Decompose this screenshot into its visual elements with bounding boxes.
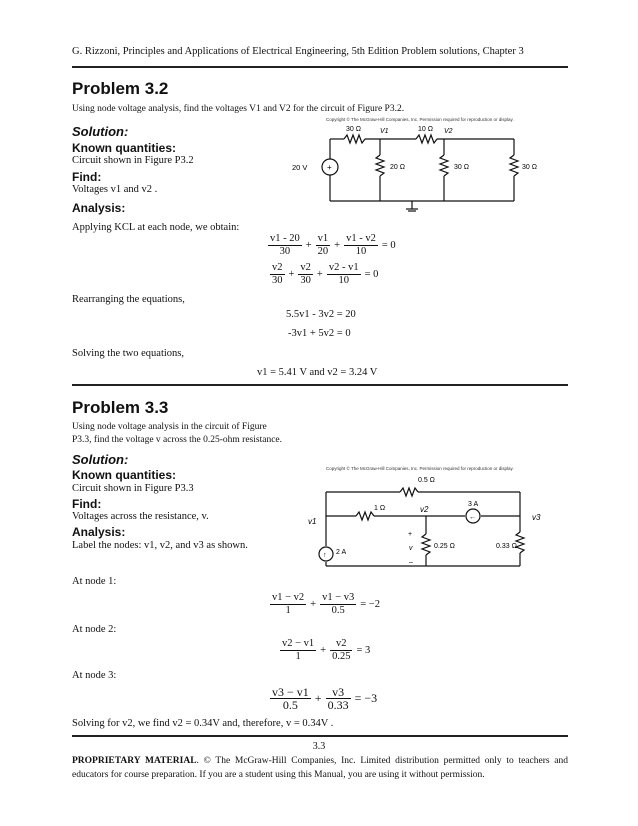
- node-2-equation: $\frac{v2 - v1}{1}$ + $\frac{v2}{0.25}$ = 3: [282, 638, 371, 662]
- section-rule: [72, 384, 568, 386]
- known-quantities-text: Circuit shown in Figure P3.3: [72, 483, 194, 494]
- svg-text:30 Ω: 30 Ω: [346, 126, 361, 133]
- kcl-text: Applying KCL at each node, we obtain:: [72, 222, 240, 233]
- known-quantities-heading: Known quantities:: [72, 141, 176, 155]
- svg-text:+: +: [327, 163, 332, 172]
- svg-text:30 Ω: 30 Ω: [454, 164, 469, 171]
- svg-text:0.25 Ω: 0.25 Ω: [434, 543, 455, 550]
- footer-rule: [72, 735, 568, 737]
- node-1-equation: $\frac{v1 - v2}{1}$ + $\frac{v1 - v3}{0.5}$ = −2: [272, 592, 380, 616]
- svg-text:30 Ω: 30 Ω: [522, 164, 537, 171]
- figure-p3-2: [282, 113, 572, 213]
- svg-text:v: v: [409, 545, 413, 552]
- find-text: Voltages v1 and v2 .: [72, 184, 158, 195]
- page-number: 3.3: [312, 741, 326, 752]
- svg-text:0.33 Ω: 0.33 Ω: [496, 543, 517, 550]
- find-heading: Find:: [72, 497, 102, 511]
- find-heading: Find:: [72, 170, 102, 184]
- svg-text:3 A: 3 A: [468, 501, 479, 508]
- svg-text:0.5 Ω: 0.5 Ω: [418, 477, 435, 484]
- node-3-text: At node 3:: [72, 670, 117, 681]
- result-3-2: v1 = 5.41 V and v2 = 3.24 V: [257, 367, 378, 378]
- svg-text:v3: v3: [532, 513, 541, 522]
- known-quantities-heading: Known quantities:: [72, 468, 176, 482]
- svg-text:2 A: 2 A: [336, 549, 347, 556]
- solving-text: Solving the two equations,: [72, 348, 184, 359]
- svg-text:v1: v1: [308, 517, 317, 526]
- header-rule: [72, 66, 568, 68]
- rearranging-text: Rearranging the equations,: [72, 294, 185, 305]
- footer-text: [72, 754, 568, 782]
- analysis-heading: Analysis:: [72, 201, 126, 215]
- footer-rest: . © The McGraw-Hill Companies, Inc. Limited distribution permitted only to teachers and educators for course preparation. If you are a student using this Manual, you are using it without permission.: [72, 756, 568, 780]
- solution-heading: Solution:: [72, 452, 129, 467]
- svg-text:v2: v2: [420, 505, 429, 514]
- problem-3-3-prompt-line-1: Using node voltage analysis in the circuit of Figure: [72, 422, 267, 432]
- svg-text:1 Ω: 1 Ω: [374, 505, 386, 512]
- kcl-equation-2: $\frac{v2}{30}$ + $\frac{v2}{30}$ + $\frac{v2 - v1}{10}$ = 0: [272, 262, 379, 286]
- figure-p3-3: [300, 462, 550, 574]
- svg-text:↑: ↑: [323, 552, 327, 559]
- svg-text:V2: V2: [444, 128, 453, 135]
- svg-text:10 Ω: 10 Ω: [418, 126, 433, 133]
- node-2-text: At node 2:: [72, 624, 117, 635]
- kcl-equation-1: $\frac{v1 - 20}{30}$ + $\frac{v1}{20}$ + $\frac{v1 - v2}{10}$ = 0: [270, 233, 396, 257]
- source-label: 20 V: [292, 163, 308, 172]
- analysis-heading: Analysis:: [72, 525, 126, 539]
- final-result-text: Solving for v2, we find v2 = 0.34V and, therefore, v = 0.34V .: [72, 718, 334, 729]
- label-nodes-text: Label the nodes: v1, v2, and v3 as shown.: [72, 540, 248, 551]
- solution-heading: Solution:: [72, 124, 129, 139]
- svg-text:←: ←: [469, 514, 476, 521]
- footer-bold: PROPRIETARY MATERIAL: [72, 756, 197, 766]
- node-1-text: At node 1:: [72, 576, 117, 587]
- svg-text:20 Ω: 20 Ω: [390, 164, 405, 171]
- svg-text:–: –: [409, 559, 413, 566]
- problem-3-2-title: Problem 3.2: [72, 79, 169, 98]
- find-text: Voltages across the resistance, v.: [72, 511, 209, 522]
- figure-copyright: Copyright © The McGraw-Hill Companies, Inc. Permission required for reproduction or display.: [326, 117, 514, 122]
- linear-equation-2: -3v1 + 5v2 = 0: [288, 328, 351, 339]
- node-3-equation: $\frac{v3 - v1}{0.5}$ + $\frac{v3}{0.33}$ = −3: [272, 685, 378, 712]
- page-header: G. Rizzoni, Principles and Applications of Electrical Engineering, 5th Edition Problem solutions, Chapter 3: [72, 46, 524, 57]
- problem-3-3-title: Problem 3.3: [72, 398, 169, 417]
- svg-text:V1: V1: [380, 128, 389, 135]
- figure-copyright: Copyright © The McGraw-Hill Companies, Inc. Permission required for reproduction or display.: [326, 466, 514, 471]
- linear-equation-1: 5.5v1 - 3v2 = 20: [286, 309, 356, 320]
- known-quantities-text: Circuit shown in Figure P3.2: [72, 155, 194, 166]
- problem-3-2-prompt: Using node voltage analysis, find the voltages V1 and V2 for the circuit of Figure P3.2.: [72, 104, 405, 114]
- svg-text:+: +: [408, 531, 413, 538]
- problem-3-3-prompt-line-2: P3.3, find the voltage v across the 0.25-ohm resistance.: [72, 435, 283, 445]
